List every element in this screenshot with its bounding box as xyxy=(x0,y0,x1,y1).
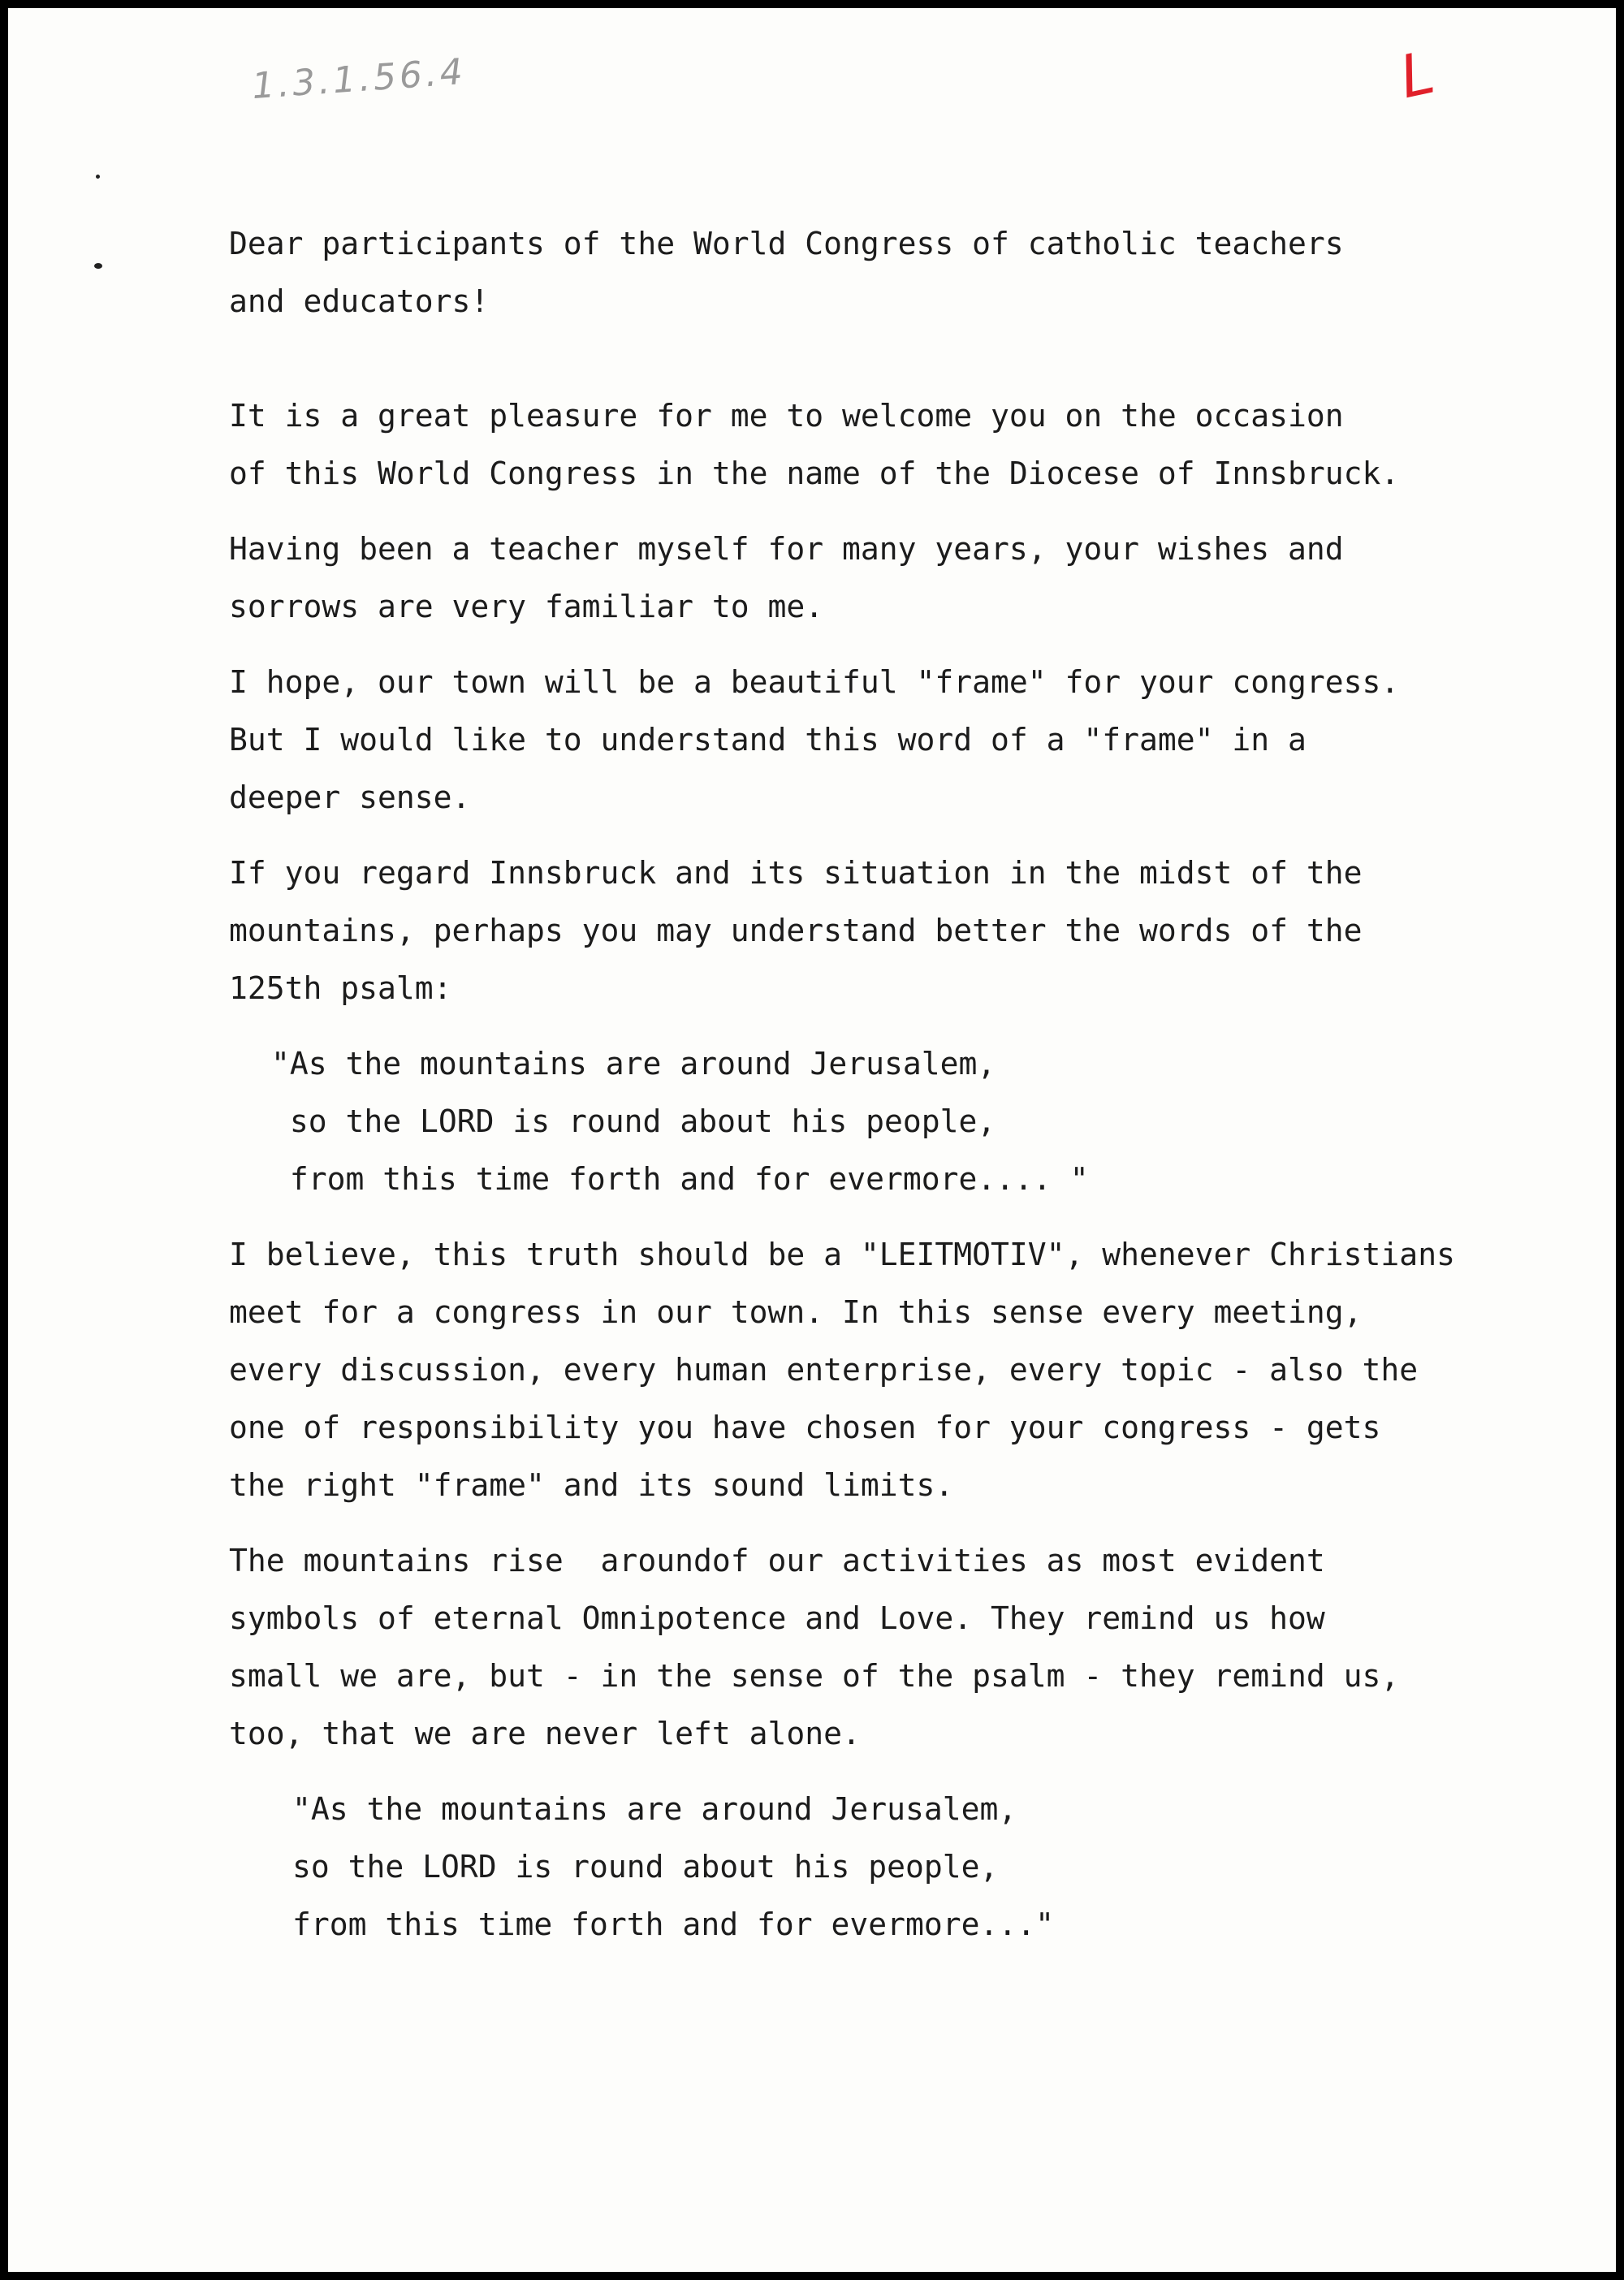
quote-line: "As the mountains are around Jerusalem, xyxy=(292,1791,1017,1827)
text-line: sorrows are very familiar to me. xyxy=(229,589,824,624)
text-line: small we are, but - in the sense of the psalm - they remind us, xyxy=(229,1658,1400,1694)
text-line: But I would like to understand this word of a "frame" in a xyxy=(229,722,1307,758)
quote-line: so the LORD is round about his people, xyxy=(292,1849,999,1885)
page-number-mark: L xyxy=(1393,37,1440,112)
quote-line: from this time forth and for evermore..." xyxy=(292,1906,1054,1942)
text-line: It is a great pleasure for me to welcome you on the occasion xyxy=(229,398,1344,434)
paragraph xyxy=(229,844,1609,1017)
salutation xyxy=(229,215,1609,330)
text-line: deeper sense. xyxy=(229,779,471,815)
text-line: The mountains rise aroundof our activities as most evident xyxy=(229,1543,1325,1578)
text-line: meet for a congress in our town. In this sense every meeting, xyxy=(229,1294,1363,1330)
paragraph xyxy=(229,654,1609,827)
quote-line: so the LORD is round about his people, xyxy=(271,1103,996,1139)
text-line: of this World Congress in the name of the Diocese of Innsbruck. xyxy=(229,456,1400,491)
paragraph xyxy=(229,1532,1609,1763)
text-line: every discussion, every human enterprise, every topic - also the xyxy=(229,1352,1419,1388)
text-line: the right "frame" and its sound limits. xyxy=(229,1467,954,1503)
document-page xyxy=(8,8,1616,2272)
text-line: symbols of eternal Omnipotence and Love. They remind us how xyxy=(229,1600,1325,1636)
text-line: mountains, perhaps you may understand better the words of the xyxy=(229,913,1363,948)
paragraph xyxy=(229,520,1609,636)
speck-mark xyxy=(96,175,100,179)
text-line: Having been a teacher myself for many years, your wishes and xyxy=(229,531,1344,567)
text-line: If you regard Innsbruck and its situation in the midst of the xyxy=(229,855,1363,891)
archive-reference-note: 1.3.1.56.4 xyxy=(250,50,468,108)
paragraph xyxy=(229,387,1609,503)
paragraph xyxy=(229,1226,1609,1514)
text-line: and educators! xyxy=(229,283,490,319)
quote-line: from this time forth and for evermore.... " xyxy=(271,1161,1089,1197)
text-line: I believe, this truth should be a "LEITMOTIV", whenever Christians xyxy=(229,1237,1455,1272)
text-line: Dear participants of the World Congress of catholic teachers xyxy=(229,226,1344,261)
text-line: too, that we are never left alone. xyxy=(229,1716,861,1751)
psalm-quote-repeat xyxy=(229,1781,1609,1954)
text-line: 125th psalm: xyxy=(229,970,452,1006)
speck-mark xyxy=(94,263,102,269)
psalm-quote xyxy=(229,1035,1609,1208)
text-line: one of responsibility you have chosen for your congress - gets xyxy=(229,1410,1381,1445)
text-line: I hope, our town will be a beautiful "frame" for your congress. xyxy=(229,664,1400,700)
quote-line: "As the mountains are around Jerusalem, xyxy=(271,1046,996,1082)
letter-body xyxy=(229,215,1609,1954)
